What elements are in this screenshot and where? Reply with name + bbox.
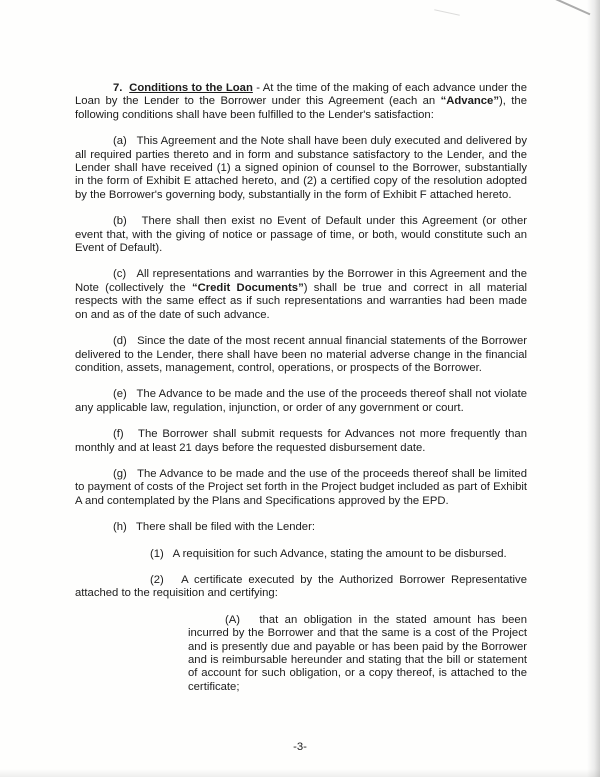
section-heading-paragraph: 7. Conditions to the Loan - At the time of the making of each advance under the Loan by the Lender to the Borrower under this Agreement (each an “Advance”), the following conditions shall have been fulfilled to the Lender's satisfaction:	[75, 82, 527, 121]
clause-h-2: (2) A certificate executed by the Authorized Borrower Representative attached to the requisition and certifying:	[75, 573, 527, 600]
clause-h: (h) There shall be filed with the Lender:	[113, 521, 315, 534]
clause-e: (e) The Advance to be made and the use of the proceeds thereof shall not violate any applicable law, regulation, injunction, or order of any government or court.	[75, 388, 527, 414]
scan-corner-streak	[548, 0, 591, 15]
clause-b: (b) There shall then exist no Event of Default under this Agreement (or other event that, with the giving of notice or passage of time, or both, would constitute such an Event of Default).	[75, 215, 527, 255]
page-number: -3-	[293, 741, 307, 753]
clause-h-1: (1) A requisition for such Advance, stating the amount to be disbursed.	[150, 547, 507, 560]
scan-edge-shadow-right	[587, 0, 600, 777]
clause-c: (c) All representations and warranties by the Borrower in this Agreement and the Note (collectively the “Credit Documents”) shall be true and correct in all material respects with the same effect as if such representations and warranties had been made on and as of the date of such advance.	[75, 268, 527, 321]
clause-g: (g) The Advance to be made and the use of the proceeds thereof shall be limited to payment of costs of the Project set forth in the Project budget included as part of Exhibit A and contemplated by the Plans and Specifications approved by the EPD.	[75, 467, 527, 507]
clause-a: (a) This Agreement and the Note shall have been duly executed and delivered by all required parties thereto and in form and substance satisfactory to the Lender, and the Lender shall have received (1) a signed opinion of counsel to the Borrower, substantially in the form of Exhibit E attached hereto, and (2) a certified copy of the resolution adopted by the Borrower's governing body, substantially in the form of Exhibit F attached hereto.	[75, 135, 527, 201]
scan-faint-mark	[434, 9, 460, 15]
clause-h-2-A: (A) that an obligation in the stated amount has been incurred by the Borrower and that the same is a cost of the Project and is presently due and payable or has been paid by the Borrower and is reimbursable hereunder and stating that the bill or statement of account for such obligation, or a copy thereof, is attached to the certificate;	[188, 613, 527, 693]
clause-d: (d) Since the date of the most recent annual financial statements of the Borrower delivered to the Lender, there shall have been no material adverse change in the financial condition, assets, management, control, operations, or prospects of the Borrower.	[75, 335, 527, 374]
document-body	[75, 82, 527, 707]
scan-edge-shadow-bottom	[0, 769, 600, 777]
clause-f: (f) The Borrower shall submit requests for Advances not more frequently than monthly and at least 21 days before the requested disbursement date.	[75, 428, 527, 454]
